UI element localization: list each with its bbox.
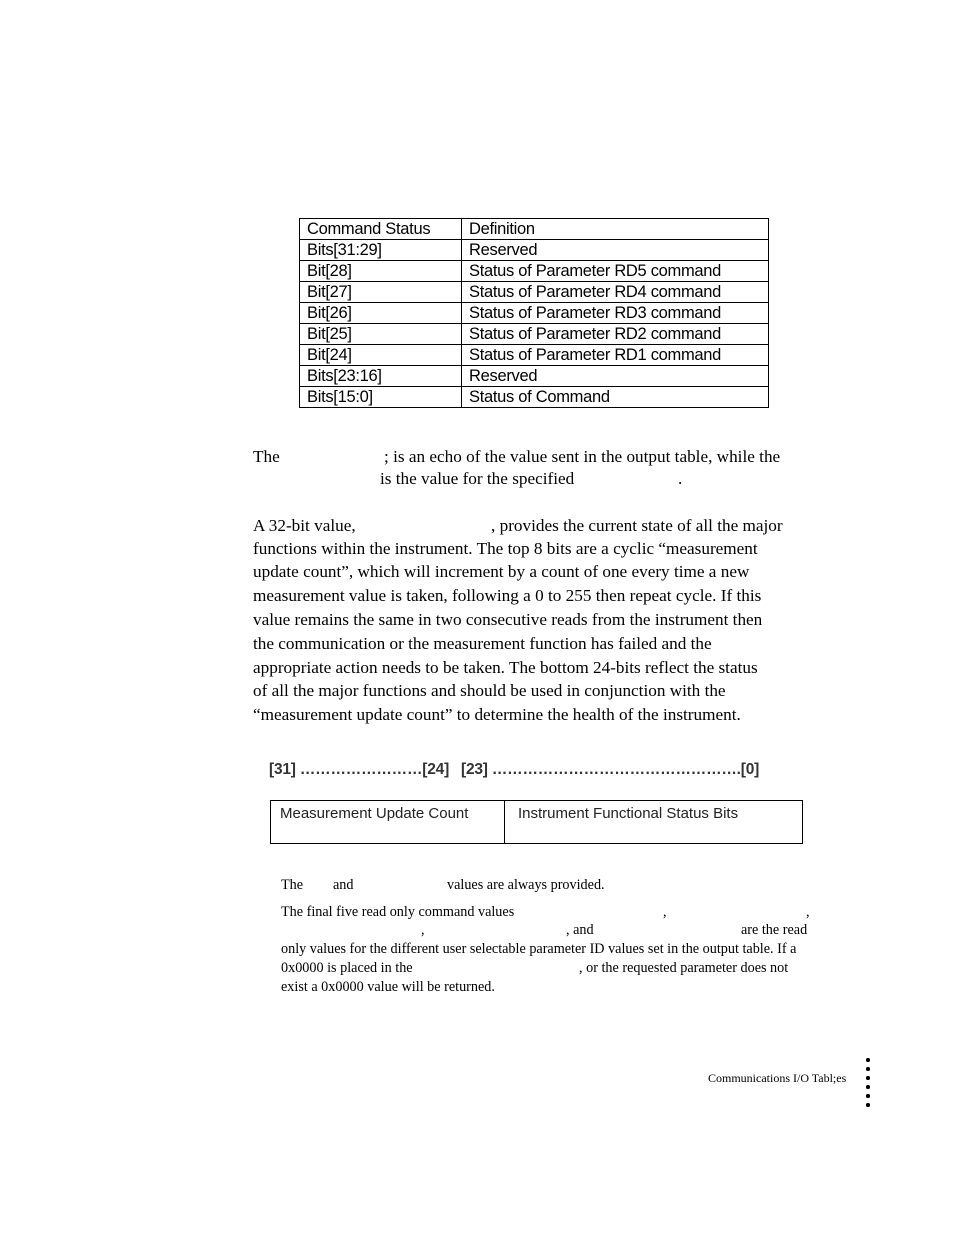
text-fragment: , provides the current state of all the major: [491, 516, 783, 535]
text-fragment: The: [281, 877, 304, 893]
column-header: Command Status: [300, 219, 462, 240]
text-line: “measurement update count” to determine the health of the instrument.: [253, 705, 741, 724]
table-cell: Bit[24]: [300, 345, 462, 366]
table-row: [300, 387, 769, 408]
text-fragment: , or the requested parameter does not: [579, 960, 789, 976]
table-cell: Status of Parameter RD2 command: [462, 324, 769, 345]
text-fragment: A 32-bit value,: [253, 516, 356, 535]
table-row: [300, 324, 769, 345]
table-cell: Status of Parameter RD3 command: [462, 303, 769, 324]
text-line: update count”, which will increment by a count of one every time a new: [253, 562, 750, 581]
text-fragment: , and: [566, 922, 594, 938]
text-line: measurement value is taken, following a 0 to 255 then repeat cycle. If this: [253, 586, 762, 605]
text-fragment: values are always provided.: [447, 877, 605, 893]
table-cell: Bit[28]: [300, 261, 462, 282]
text-line: value remains the same in two consecutive reads from the instrument then: [253, 610, 763, 629]
table-cell: Status of Parameter RD4 command: [462, 282, 769, 303]
dot: [866, 1058, 870, 1062]
table-cell: Bit[26]: [300, 303, 462, 324]
measurement-update-count-field: Measurement Update Count: [271, 801, 505, 843]
text-line: of all the major functions and should be used in conjunction with the: [253, 681, 726, 700]
text-fragment: and: [333, 877, 354, 893]
text-line: appropriate action needs to be taken. The bottom 24-bits reflect the status: [253, 658, 758, 677]
text-fragment: is the value for the specified: [380, 469, 575, 488]
register-layout-box: [270, 800, 803, 844]
table-cell: Reserved: [462, 366, 769, 387]
dot: [866, 1094, 870, 1098]
table-header-row: [300, 219, 769, 240]
dot: [866, 1067, 870, 1071]
bit-range-lower: [23] ………………………………………….[0]: [461, 761, 760, 778]
text-line: only values for the different user selectable parameter ID values set in the output table. If a: [281, 941, 797, 957]
instrument-status-bits-field: Instrument Functional Status Bits: [518, 805, 739, 822]
text-fragment: .: [678, 469, 683, 488]
text-fragment: are the read: [741, 922, 808, 938]
table-row: [300, 282, 769, 303]
table-cell: Reserved: [462, 240, 769, 261]
command-status-table: [299, 218, 769, 408]
table-cell: Bit[27]: [300, 282, 462, 303]
text-fragment: 0x0000 is placed in the: [281, 960, 413, 976]
text-fragment: ,: [421, 922, 425, 938]
table-row: [300, 366, 769, 387]
text-line: exist a 0x0000 value will be returned.: [281, 979, 495, 995]
dot: [866, 1103, 870, 1107]
dot: [866, 1076, 870, 1080]
table-cell: Status of Parameter RD1 command: [462, 345, 769, 366]
text-fragment: The final five read only command values: [281, 904, 515, 920]
table-row: [300, 240, 769, 261]
text-fragment: ,: [663, 904, 667, 920]
table-cell: Bit[25]: [300, 324, 462, 345]
table-cell: Status of Parameter RD5 command: [462, 261, 769, 282]
table-row: [300, 345, 769, 366]
dot: [866, 1085, 870, 1089]
footer-section-title: Communications I/O Tabl;es: [708, 1071, 847, 1085]
text-fragment: ,: [806, 904, 810, 920]
table-cell: Bits[23:16]: [300, 366, 462, 387]
text-fragment: ; is an echo of the value sent in the output table, while the: [384, 447, 781, 466]
bit-range-upper: [31] ……………………[24]: [269, 761, 450, 778]
column-header: Definition: [462, 219, 769, 240]
table-row: [300, 303, 769, 324]
table-cell: Status of Command: [462, 387, 769, 408]
table-row: [300, 261, 769, 282]
text-fragment: The: [253, 447, 280, 466]
table-cell: Bits[31:29]: [300, 240, 462, 261]
text-line: the communication or the measurement function has failed and the: [253, 634, 712, 653]
table-cell: Bits[15:0]: [300, 387, 462, 408]
text-line: functions within the instrument. The top 8 bits are a cyclic “measurement: [253, 539, 758, 558]
